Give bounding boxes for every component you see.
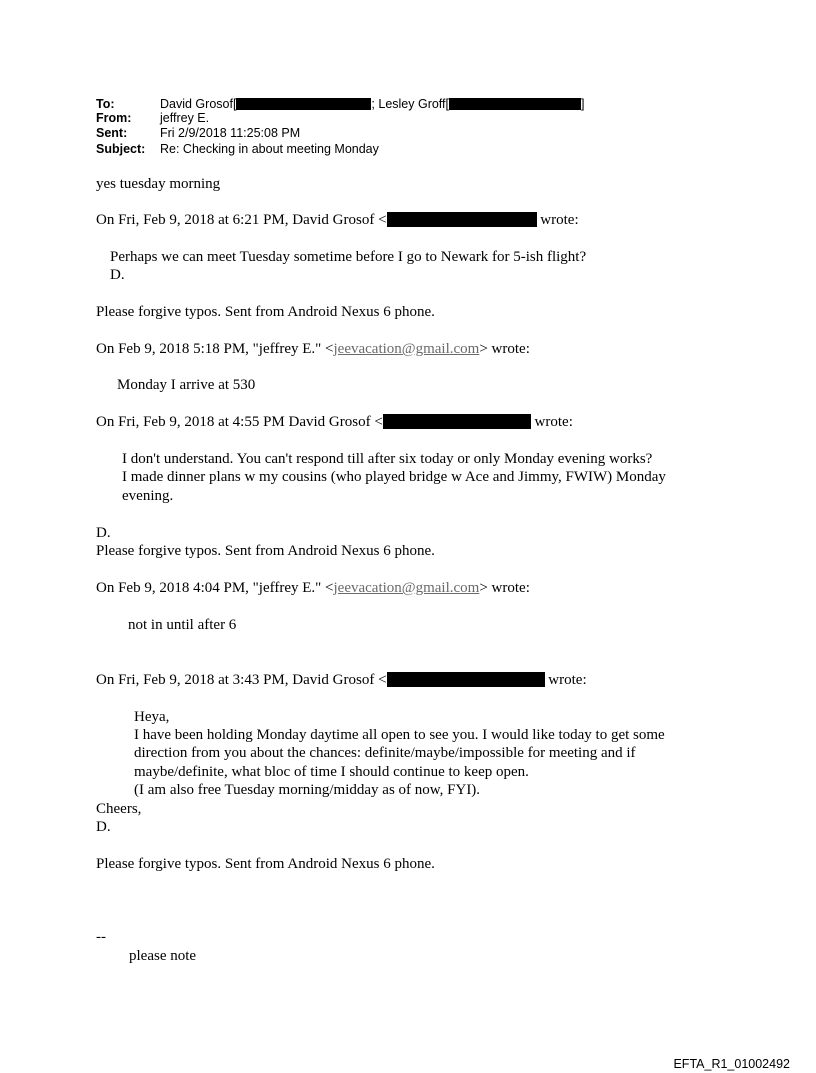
quote-header-2-text: On Feb 9, 2018 5:18 PM, "jeffrey E." <: [96, 341, 334, 357]
quote-header-4-suffix: > wrote:: [479, 580, 530, 596]
to-value: [160, 97, 585, 111]
redaction-bar: [383, 414, 531, 429]
quote-3-line-2: I made dinner plans w my cousins (who played bridge w Ace and Jimmy, FWIW) Monday: [122, 469, 666, 485]
from-label: From:: [96, 111, 132, 125]
signature-1: Please forgive typos. Sent from Android Nexus 6 phone.: [96, 304, 435, 320]
quote-header-1-text: On Fri, Feb 9, 2018 at 6:21 PM, David Grosof <: [96, 212, 387, 228]
to-separator: ; Lesley Groff[: [371, 97, 450, 111]
header-subject-row: [96, 142, 496, 156]
document-id: EFTA_R1_01002492: [673, 1057, 790, 1071]
quote-header-5-suffix: wrote:: [544, 672, 587, 688]
quote-3-line-1: I don't understand. You can't respond till after six today or only Monday evening works?: [122, 451, 653, 467]
signature-2: Please forgive typos. Sent from Android Nexus 6 phone.: [96, 543, 435, 559]
quote-5-line-4: maybe/definite, what bloc of time I should continue to keep open.: [134, 764, 529, 780]
from-value: jeffrey E.: [160, 111, 210, 125]
email-link[interactable]: jeevacation@gmail.com: [333, 341, 480, 357]
quote-header-4-text: On Feb 9, 2018 4:04 PM, "jeffrey E." <: [96, 580, 334, 596]
quote-header-3-text: On Fri, Feb 9, 2018 at 4:55 PM David Grosof <: [96, 414, 383, 430]
redaction-bar: [449, 98, 581, 110]
quote-5-line-3: direction from you about the chances: definite/maybe/impossible for meeting and if: [134, 745, 636, 761]
subject-value: Re: Checking in about meeting Monday: [160, 142, 379, 156]
quote-3-signoff: D.: [96, 525, 111, 541]
header-sent-row: [96, 126, 496, 140]
quote-header-5-text: On Fri, Feb 9, 2018 at 3:43 PM, David Grosof <: [96, 672, 387, 688]
please-note: please note: [129, 948, 197, 964]
quote-header-3-suffix: wrote:: [530, 414, 573, 430]
redaction-bar: [387, 672, 545, 687]
to-name-1: David Grosof[: [160, 97, 237, 111]
sent-value: Fri 2/9/2018 11:25:08 PM: [160, 126, 301, 140]
redaction-bar: [387, 212, 537, 227]
quote-5-line-2: I have been holding Monday daytime all open to see you. I would like today to get some: [134, 727, 665, 743]
quote-header-3: [96, 413, 573, 431]
quote-header-1-suffix: wrote:: [536, 212, 579, 228]
reply-line: yes tuesday morning: [96, 176, 221, 192]
subject-label: Subject:: [96, 142, 146, 156]
quote-header-5: [96, 671, 587, 689]
signature-dashes: --: [96, 929, 106, 945]
quote-header-2-suffix: > wrote:: [479, 341, 530, 357]
quote-3-line-3: evening.: [122, 488, 174, 504]
quote-1-line-1: Perhaps we can meet Tuesday sometime before I go to Newark for 5-ish flight?: [110, 249, 587, 265]
signature-3: Please forgive typos. Sent from Android Nexus 6 phone.: [96, 856, 435, 872]
quote-5-line-5: (I am also free Tuesday morning/midday as of now, FYI).: [134, 782, 481, 798]
header-to-row: [96, 97, 696, 111]
to-label: To:: [96, 97, 115, 111]
quote-header-1: [96, 211, 579, 229]
quote-1-line-2: D.: [110, 267, 125, 283]
quote-header-4: [96, 579, 530, 597]
quote-5-signoff: D.: [96, 819, 111, 835]
quote-5-line-1: Heya,: [134, 709, 170, 725]
quote-header-2: [96, 340, 530, 358]
email-link[interactable]: jeevacation@gmail.com: [333, 580, 480, 596]
sent-label: Sent:: [96, 126, 128, 140]
quote-4-line-1: not in until after 6: [128, 617, 237, 633]
header-from-row: [96, 111, 496, 125]
cheers-line: Cheers,: [96, 801, 142, 817]
to-end: ]: [581, 97, 585, 111]
redaction-bar: [236, 98, 371, 110]
quote-2-line-1: Monday I arrive at 530: [117, 377, 256, 393]
